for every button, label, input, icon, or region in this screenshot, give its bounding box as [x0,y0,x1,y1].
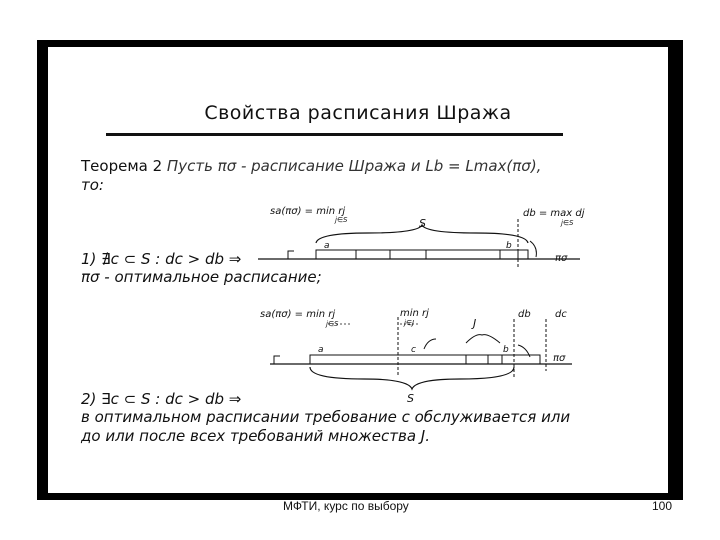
item1-line2: πσ - оптимальное расписание; [81,268,322,286]
fig2-job-b: b [503,345,509,355]
footer-course: МФТИ, курс по выбору [283,499,409,513]
fig1-end-sub: j∈S [561,219,574,227]
fig1-start-sub: j∈S [335,216,348,224]
fig1-set-label: S [419,217,426,230]
item2-line3: до или после всех требований множества J. [81,427,430,445]
item2-line2: в оптимальном расписании требование c обслуживается или [81,408,571,426]
fig1-job-a: a [324,241,330,251]
fig1-end-formula: db = max dj [523,208,585,219]
fig2-job-c: c [411,345,416,355]
item1-line1: 1) ∄c ⊂ S : dc > db ⇒ [81,250,242,268]
page-number: 100 [652,499,673,513]
theorem-then: то: [81,176,104,194]
fig2-start-sub: j∈S [326,320,339,328]
fig2-set-S: S [407,392,414,405]
fig2-db-label: db [518,309,531,320]
fig1-axis-label: πσ [555,253,568,264]
fig2-mid-formula: min rj [400,308,429,319]
fig2-block-row [310,355,540,364]
fig2-axis-label: πσ [553,353,566,364]
fig2-mid-sub: j∈J [404,319,415,327]
item2-line1: 2) ∃c ⊂ S : dc > db ⇒ [81,390,242,408]
slide [48,47,668,493]
schedule-diagram-2 [48,47,668,493]
fig2-start-formula: sa(πσ) = min rj [260,309,336,320]
fig2-job-a: a [318,345,324,355]
slide-title: Свойства расписания Шража [204,102,512,124]
theorem-text: Пусть πσ - расписание Шража и Lb = Lmax(πσ), [166,157,542,175]
footer [0,498,720,518]
theorem-head: Теорема 2 [81,157,163,175]
fig2-dc-label: dc [555,309,567,320]
fig1-job-b: b [506,241,512,251]
fig2-J-brace [466,335,500,343]
fig2-left-marker [274,356,280,364]
fig2-set-J: J [473,317,477,330]
fig2-c-arc [424,339,436,349]
fig1-start-formula: sa(πσ) = min rj [270,206,346,217]
fig2-S-brace [310,367,514,389]
